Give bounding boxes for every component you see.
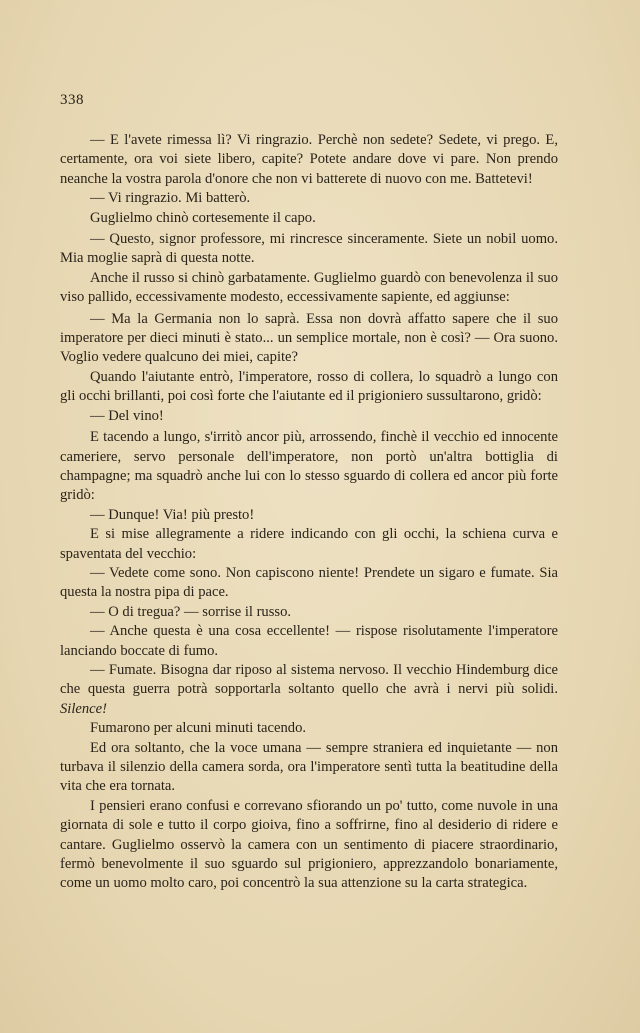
paragraph: — Del vino! xyxy=(90,407,164,424)
paragraph: Quando l'aiutante entrò, l'imperatore, rosso di collera, lo squadrò a lungo con gli occhi brillanti, poi così forte che l'aiutante ed il prigioniero sussultarono, gridò: xyxy=(60,368,558,405)
paragraph: — Vedete come sono. Non capiscono niente! Prendete un sigaro e fumate. Sia questa la nostra pipa di pace. xyxy=(60,564,558,601)
text-block xyxy=(60,131,558,894)
paragraph: — Questo, signor professore, mi rincresce sinceramente. Siete un nobil uomo. Mia moglie saprà di questa notte. xyxy=(60,231,558,267)
paragraph: Anche il russo si chinò garbatamente. Guglielmo guardò con benevolenza il suo viso pallido, eccessivamente modesto, eccessivamente sapiente, ed aggiunse: xyxy=(60,269,558,306)
page-number: 338 xyxy=(60,92,84,108)
paragraph xyxy=(60,661,558,719)
paragraph: Guglielmo chinò cortesemente il capo. xyxy=(90,209,316,226)
paragraph-italic-text: Silence! xyxy=(60,700,107,717)
paragraph: Fumarono per alcuni minuti tacendo. xyxy=(90,720,307,737)
paragraph: — E l'avete rimessa lì? Vi ringrazio. Perchè non sedete? Sedete, vi prego. E, certamente, ora voi siete libero, capite? Potete andare dove vi pare. Non prendo neanche la vostra parola d'onore che non vi batterete di nuovo con me. Battetevi! xyxy=(60,132,558,187)
paragraph: E si mise allegramente a ridere indicando con gli occhi, la schiena curva e spaventata del vecchio: xyxy=(60,526,558,562)
paragraph: — Vi ringrazio. Mi batterò. xyxy=(90,190,251,207)
paragraph: I pensieri erano confusi e correvano sfiorando un po' tutto, come nuvole in una giornata di sole e tutto il corpo gioiva, fino a soffrirne, fino al desiderio di ridere e cantare. Guglielmo osservò la camera con un sentimento di piacere straordinario, fermò benevolmente il suo sguardo sul prigioniero, apprezzandolo bonariamente, come un uomo molto caro, poi concentrò la sua attenzione su la carta strategica. xyxy=(60,797,558,892)
paragraph: — Ma la Germania non lo saprà. Essa non dovrà affatto sapere che il suo imperatore per dieci minuti è stato... un semplice mortale, non è così? — Ora suono. Voglio vedere qualcuno dei miei, capite? xyxy=(60,310,558,366)
paragraph: — Dunque! Via! più presto! xyxy=(90,506,255,523)
paragraph: Ed ora soltanto, che la voce umana — sempre straniera ed inquietante — non turbava il silenzio della camera sorda, ora l'imperatore sentì tutta la beatitudine della vita che era tornata. xyxy=(60,739,558,795)
paragraph: — Anche questa è una cosa eccellente! — rispose risolutamente l'imperatore lanciando boccate di fumo. xyxy=(60,623,558,659)
paragraph: — O di tregua? — sorrise il russo. xyxy=(90,603,292,620)
paragraph-text: — Fumate. Bisogna dar riposo al sistema nervoso. Il vecchio Hindemburg dice che questa guerra potrà sopportarla soltanto quello che avrà i nervi più solidi. xyxy=(60,661,558,698)
paragraph: E tacendo a lungo, s'irritò ancor più, arrossendo, finchè il vecchio ed innocente cameriere, servo personale dell'imperatore, non portò un'altra bottiglia di champagne; ma squadrò anche lui con lo stesso sguardo di collera ed ancor più forte gridò: xyxy=(60,429,558,504)
